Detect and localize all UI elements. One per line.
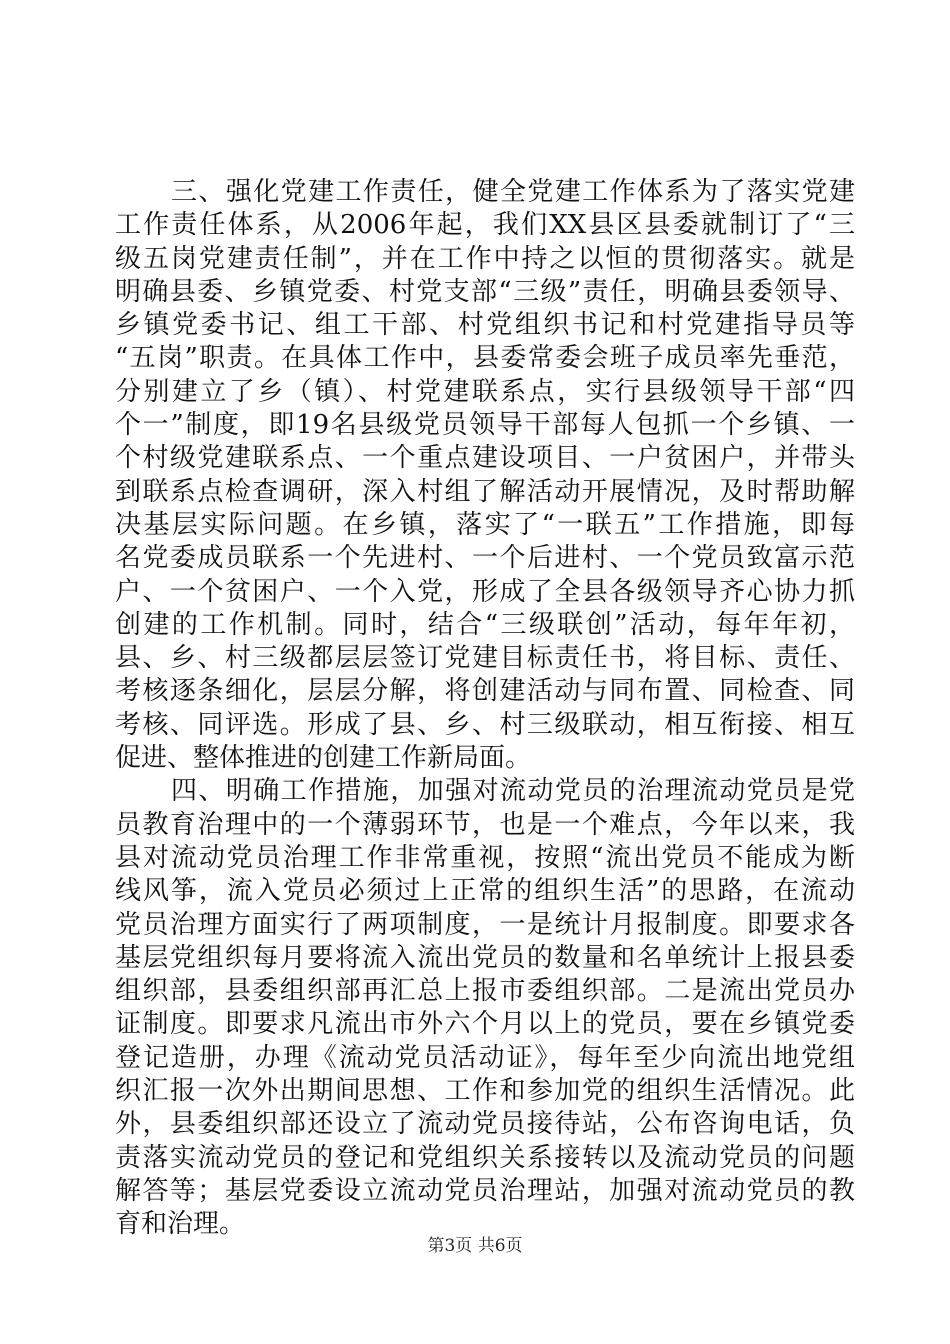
text-line: 分别建立了乡（镇）、村党建联系点，实行县级领导干部“四 [115, 376, 855, 407]
text-line: 党员治理方面实行了两项制度，一是统计月报制度。即要求各 [115, 909, 855, 940]
text-line: 员教育治理中的一个薄弱环节，也是一个难点，今年以来，我 [115, 809, 855, 840]
text-line: 证制度。即要求凡流出市外六个月以上的党员，要在乡镇党委 [115, 1009, 855, 1040]
text-line: 外，县委组织部还设立了流动党员接待站，公布咨询电话，负 [115, 1109, 855, 1140]
paragraph [115, 176, 855, 775]
text-line: 考核逐条细化，层层分解，将创建活动与同布置、同检查、同 [115, 676, 855, 707]
text-line: “五岗”职责。在具体工作中，县委常委会班子成员率先垂范， [115, 343, 855, 374]
text-line: 工作责任体系，从2006年起，我们XX县区县委就制订了“三 [115, 210, 855, 241]
text-line: 登记造册，办理《流动党员活动证》，每年至少向流出地党组 [115, 1042, 855, 1073]
text-line: 线风筝，流入党员必须过上正常的组织生活”的思路，在流动 [115, 876, 855, 907]
text-line: 解答等；基层党委设立流动党员治理站，加强对流动党员的教 [115, 1175, 855, 1206]
paragraph [115, 775, 855, 1241]
text-line: 县对流动党员治理工作非常重视，按照“流出党员不能成为断 [115, 842, 855, 873]
text-line: 四、明确工作措施，加强对流动党员的治理流动党员是党 [171, 776, 855, 807]
text-line: 组织部，县委组织部再汇总上报市委组织部。二是流出党员办 [115, 976, 855, 1007]
text-line: 三、强化党建工作责任，健全党建工作体系为了落实党建 [171, 177, 855, 207]
text-line: 明确县委、乡镇党委、村党支部“三级”责任，明确县委领导、 [115, 276, 855, 307]
text-line: 个一”制度，即19名县级党员领导干部每人包抓一个乡镇、一 [115, 410, 855, 441]
page-footer: 第3页 共6页 [427, 1236, 523, 1256]
text-line: 级五岗党建责任制”，并在工作中持之以恒的贯彻落实。就是 [115, 243, 855, 274]
text-line: 决基层实际问题。在乡镇，落实了“一联五”工作措施，即每 [115, 509, 855, 540]
text-line: 织汇报一次外出期间思想、工作和参加党的组织生活情况。此 [115, 1076, 855, 1107]
text-line: 考核、同评选。形成了县、乡、村三级联动，相互衔接、相互 [115, 709, 855, 740]
text-line: 育和治理。 [115, 1209, 246, 1240]
document-body [115, 176, 855, 1242]
text-line: 名党委成员联系一个先进村、一个后进村、一个党员致富示范 [115, 543, 855, 574]
text-line: 促进、整体推进的创建工作新局面。 [115, 743, 532, 774]
text-line: 责落实流动党员的登记和党组织关系接转以及流动党员的问题 [115, 1142, 855, 1173]
text-line: 创建的工作机制。同时，结合“三级联创”活动，每年年初， [115, 609, 855, 640]
text-line: 县、乡、村三级都层层签订党建目标责任书，将目标、责任、 [115, 643, 855, 674]
text-line: 基层党组织每月要将流入流出党员的数量和名单统计上报县委 [115, 942, 855, 973]
text-line: 个村级党建联系点、一个重点建设项目、一户贫困户，并带头 [115, 443, 855, 474]
text-line: 到联系点检查调研，深入村组了解活动开展情况，及时帮助解 [115, 476, 855, 507]
text-line: 乡镇党委书记、组工干部、村党组织书记和村党建指导员等 [115, 310, 855, 341]
text-line: 户、一个贫困户、一个入党，形成了全县各级领导齐心协力抓 [115, 576, 855, 607]
